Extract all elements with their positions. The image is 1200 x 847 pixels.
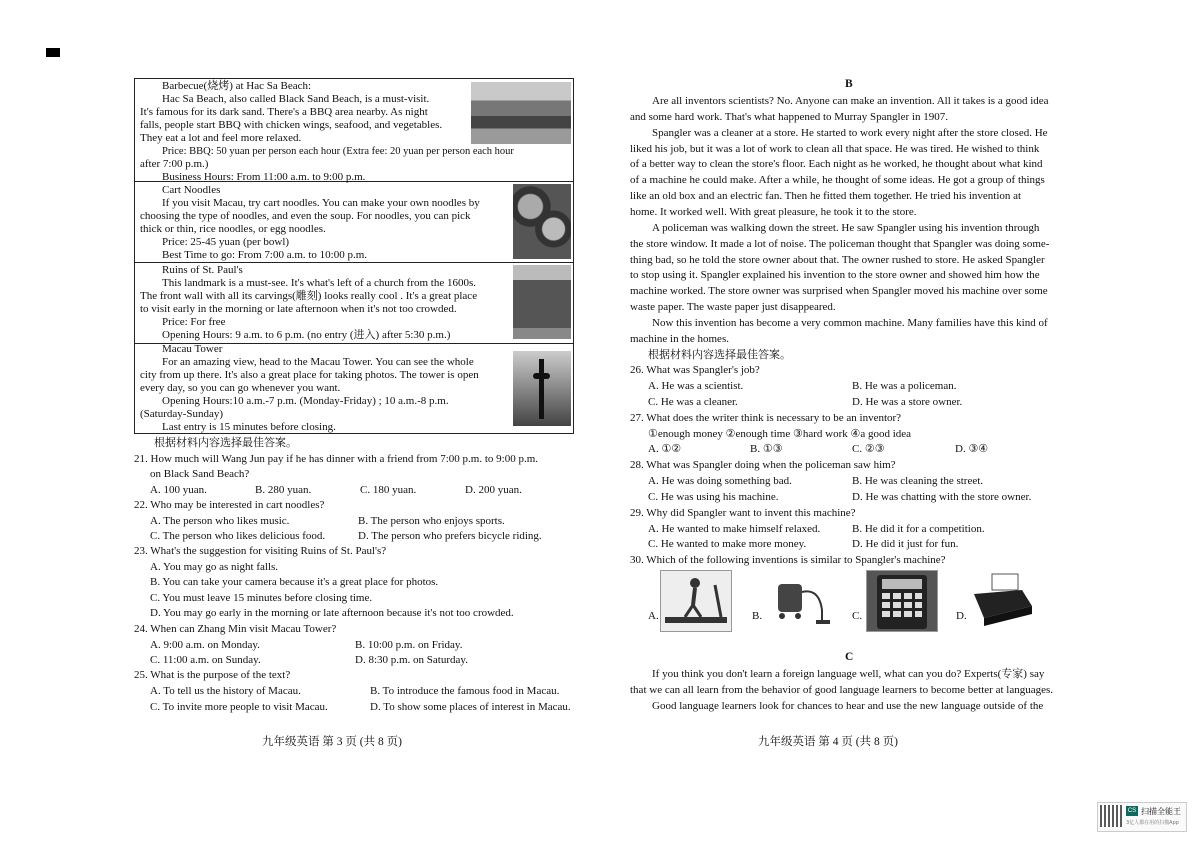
question-27-items: ①enough money ②enough time ③hard work ④a good idea xyxy=(648,428,912,440)
passage-line: machine in the homes. xyxy=(630,333,729,345)
ruins-line: Opening Hours: 9 a.m. to 6 p.m. (no entry (进入) after 5:30 p.m.) xyxy=(162,329,451,341)
ruins-line: to visit early in the morning or late afternoon when it's not too crowded. xyxy=(140,303,457,315)
passage-line: home. It worked well. With great pleasure, he took it to the store. xyxy=(630,206,917,218)
question-24: 24. When can Zhang Min visit Macau Tower? xyxy=(134,623,337,635)
option[interactable]: C. You must leave 15 minutes before closing time. xyxy=(150,592,373,604)
option[interactable]: A. He was doing something bad. xyxy=(648,475,792,487)
option[interactable]: B. He was cleaning the street. xyxy=(852,475,984,487)
option[interactable]: A. You may go as night falls. xyxy=(150,561,279,573)
option[interactable]: A. To tell us the history of Macau. xyxy=(150,685,301,697)
passage-line: waste paper. The waste paper just disappeared. xyxy=(630,301,836,313)
corner-mark xyxy=(46,48,60,57)
beach-title: Barbecue(烧烤) at Hac Sa Beach: xyxy=(162,80,312,92)
option[interactable]: D. 8:30 p.m. on Saturday. xyxy=(355,654,468,666)
question-26: 26. What was Spangler's job? xyxy=(630,364,760,376)
option[interactable]: B. ①③ xyxy=(750,443,783,455)
section-c-heading: C xyxy=(845,651,854,663)
option[interactable]: A. The person who likes music. xyxy=(150,515,290,527)
page-footer-right: 九年级英语 第 4 页 (共 8 页) xyxy=(758,736,898,748)
tower-title: Macau Tower xyxy=(162,343,223,355)
ruins-line: The front wall with all its carvings(雕刻) looks really cool . It's a great place xyxy=(140,290,478,302)
scanner-brand: 扫描全能王 xyxy=(1141,807,1181,816)
noodles-line: choosing the type of noodles, and even the soup. For noodles, you can pick xyxy=(140,210,471,222)
beach-line: Business Hours: From 11:00 a.m. to 9:00 p.m. xyxy=(162,171,366,183)
noodles-photo xyxy=(513,184,571,259)
tower-line: city from up there. It's also a great place for taking photos. The tower is open xyxy=(140,369,479,381)
instruction: 根据材料内容选择最佳答案。 xyxy=(154,437,297,449)
option-label[interactable]: A. xyxy=(648,610,659,622)
qr-code-icon xyxy=(1100,805,1122,827)
option[interactable]: A. 100 yuan. xyxy=(150,484,207,496)
passage-line: of a machine he could make. After a while, he thought of some ideas. He got a group of things xyxy=(630,174,1045,186)
beach-line: after 7:00 p.m.) xyxy=(140,158,209,170)
question-27: 27. What does the writer think is necessary to be an inventor? xyxy=(630,412,902,424)
beach-line: It's famous for its dark sand. There's a BBQ area nearby. As night xyxy=(140,106,428,118)
passage-c-line: that we can all learn from the behavior of good language learners to become better at languages. xyxy=(630,684,1054,696)
option[interactable]: B. You can take your camera because it's a great place for photos. xyxy=(150,576,439,588)
ruins-title: Ruins of St. Paul's xyxy=(162,264,243,276)
tower-line: every day, so you can go whenever you want. xyxy=(140,382,341,394)
option[interactable]: D. You may go early in the morning or late afternoon because it's not too crowded. xyxy=(150,607,514,619)
option[interactable]: B. He did it for a competition. xyxy=(852,523,985,535)
question-21: 21. How much will Wang Jun pay if he has dinner with a friend from 7:00 p.m. to 9:00 p.m. xyxy=(134,453,539,465)
option[interactable]: D. ③④ xyxy=(955,443,989,455)
tower-photo xyxy=(513,351,571,426)
beach-line: They eat a lot and feel more relaxed. xyxy=(140,132,302,144)
beach-line: Hac Sa Beach, also called Black Sand Beach, is a must-visit. xyxy=(162,93,430,105)
cs-logo-icon: CS xyxy=(1127,808,1137,814)
option[interactable]: C. 11:00 a.m. on Sunday. xyxy=(150,654,261,666)
option[interactable]: C. He was using his machine. xyxy=(648,491,779,503)
table-divider xyxy=(135,262,573,263)
option[interactable]: B. To introduce the famous food in Macau. xyxy=(370,685,560,697)
noodles-line: thick or thin, rice noodles, or egg noodles. xyxy=(140,223,326,235)
passage-line: machine worked. The store owner was surprised when Spangler moved his machine over some xyxy=(630,285,1048,297)
question-29: 29. Why did Spangler want to invent this machine? xyxy=(630,507,856,519)
option-label[interactable]: B. xyxy=(752,610,763,622)
beach-photo xyxy=(471,82,571,144)
option[interactable]: C. The person who likes delicious food. xyxy=(150,530,326,542)
option[interactable]: C. To invite more people to visit Macau. xyxy=(150,701,328,713)
beach-line: falls, people start BBQ with chicken wings, seafood, and vegetables. xyxy=(140,119,443,131)
option[interactable]: D. To show some places of interest in Macau. xyxy=(370,701,571,713)
option[interactable]: C. He wanted to make more money. xyxy=(648,538,807,550)
passage-line: to stop using it. Spangler explained his invention to the store owner and showed him how the xyxy=(630,269,1040,281)
passage-line: Are all inventors scientists? No. Anyone can make an invention. All it takes is a good idea xyxy=(652,95,1049,107)
scanner-tagline: 3亿人都在用的扫描App xyxy=(1126,820,1179,826)
passage-c-line: Good language learners look for chances to hear and use the new language outside of the xyxy=(652,700,1044,712)
option[interactable]: D. He did it just for fun. xyxy=(852,538,959,550)
noodles-title: Cart Noodles xyxy=(162,184,221,196)
passage-c-line: If you think you don't learn a foreign language well, what can you do? Experts(专家) say xyxy=(652,668,1045,680)
option[interactable]: D. He was chatting with the store owner. xyxy=(852,491,1032,503)
option[interactable]: B. 280 yuan. xyxy=(255,484,312,496)
passage-line: A policeman was walking down the street. He saw Spangler using his invention through xyxy=(652,222,1040,234)
option[interactable]: D. He was a store owner. xyxy=(852,396,963,408)
tower-line: (Saturday-Sunday) xyxy=(140,408,224,420)
option-label[interactable]: C. xyxy=(852,610,863,622)
noodles-line: Best Time to go: From 7:00 a.m. to 10:00 p.m. xyxy=(162,249,368,261)
option[interactable]: C. He was a cleaner. xyxy=(648,396,738,408)
page-footer-left: 九年级英语 第 3 页 (共 8 页) xyxy=(262,736,402,748)
option[interactable]: B. He was a policeman. xyxy=(852,380,957,392)
printer-image[interactable] xyxy=(968,570,1038,630)
option[interactable]: D. The person who prefers bicycle riding. xyxy=(358,530,542,542)
passage-line: the store window. It made a lot of noise. The policeman thought that Spangler was doing some- xyxy=(630,238,1050,250)
question-21-cont: on Black Sand Beach? xyxy=(150,468,250,480)
calculator-image[interactable] xyxy=(866,570,938,632)
tower-line: Opening Hours:10 a.m.-7 p.m. (Monday-Friday) ; 10 a.m.-8 p.m. xyxy=(162,395,449,407)
option[interactable]: B. The person who enjoys sports. xyxy=(358,515,505,527)
option[interactable]: D. 200 yuan. xyxy=(465,484,522,496)
passage-line: and some hard work. That's what happened to Murray Spangler in 1907. xyxy=(630,111,948,123)
option[interactable]: A. ①② xyxy=(648,443,682,455)
option[interactable]: A. He was a scientist. xyxy=(648,380,744,392)
option[interactable]: A. 9:00 a.m. on Monday. xyxy=(150,639,260,651)
question-30: 30. Which of the following inventions is similar to Spangler's machine? xyxy=(630,554,946,566)
passage-line: liked his job, but it was a lot of work to clean all that space. He was tired. He wished to think xyxy=(630,143,1040,155)
option[interactable]: C. ②③ xyxy=(852,443,885,455)
question-28: 28. What was Spangler doing when the policeman saw him? xyxy=(630,459,896,471)
question-23: 23. What's the suggestion for visiting Ruins of St. Paul's? xyxy=(134,545,387,557)
question-25: 25. What is the purpose of the text? xyxy=(134,669,291,681)
passage-line: Now this invention has become a very common machine. Many families have this kind of xyxy=(652,317,1048,329)
question-22: 22. Who may be interested in cart noodles? xyxy=(134,499,325,511)
noodles-line: Price: 25-45 yuan (per bowl) xyxy=(162,236,290,248)
passage-line: of a better way to clean the store's floor. Each night as he worked, he thought about what kind xyxy=(630,158,1043,170)
passage-line: thing bad, so he told the store owner about that. The owner rushed to store. He asked Spangler xyxy=(630,254,1045,266)
noodles-line: If you visit Macau, try cart noodles. You can make your own noodles by xyxy=(162,197,480,209)
ruins-photo xyxy=(513,265,571,339)
tower-line: Last entry is 15 minutes before closing. xyxy=(162,421,336,433)
option-label[interactable]: D. xyxy=(956,610,967,622)
tower-line: For an amazing view, head to the Macau Tower. You can see the whole xyxy=(162,356,474,368)
passage-line: like an old box and an electric fan. Then he fitted them together. He tried his invention at xyxy=(630,190,1022,202)
option[interactable]: B. 10:00 p.m. on Friday. xyxy=(355,639,463,651)
option[interactable]: C. 180 yuan. xyxy=(360,484,417,496)
beach-line: Price: BBQ: 50 yuan per person each hour (Extra fee: 20 yuan per person each hour xyxy=(162,146,514,157)
instruction: 根据材料内容选择最佳答案。 xyxy=(648,349,791,361)
section-b-heading: B xyxy=(845,78,853,90)
vacuum-cleaner-image[interactable] xyxy=(764,570,834,630)
scanner-watermark xyxy=(1097,802,1187,832)
passage-line: Spangler was a cleaner at a store. He started to work every night after the store closed. He xyxy=(652,127,1048,139)
treadmill-image[interactable] xyxy=(660,570,732,632)
ruins-line: This landmark is a must-see. It's what's left of a church from the 1600s. xyxy=(162,277,477,289)
option[interactable]: A. He wanted to make himself relaxed. xyxy=(648,523,821,535)
ruins-line: Price: For free xyxy=(162,316,226,328)
